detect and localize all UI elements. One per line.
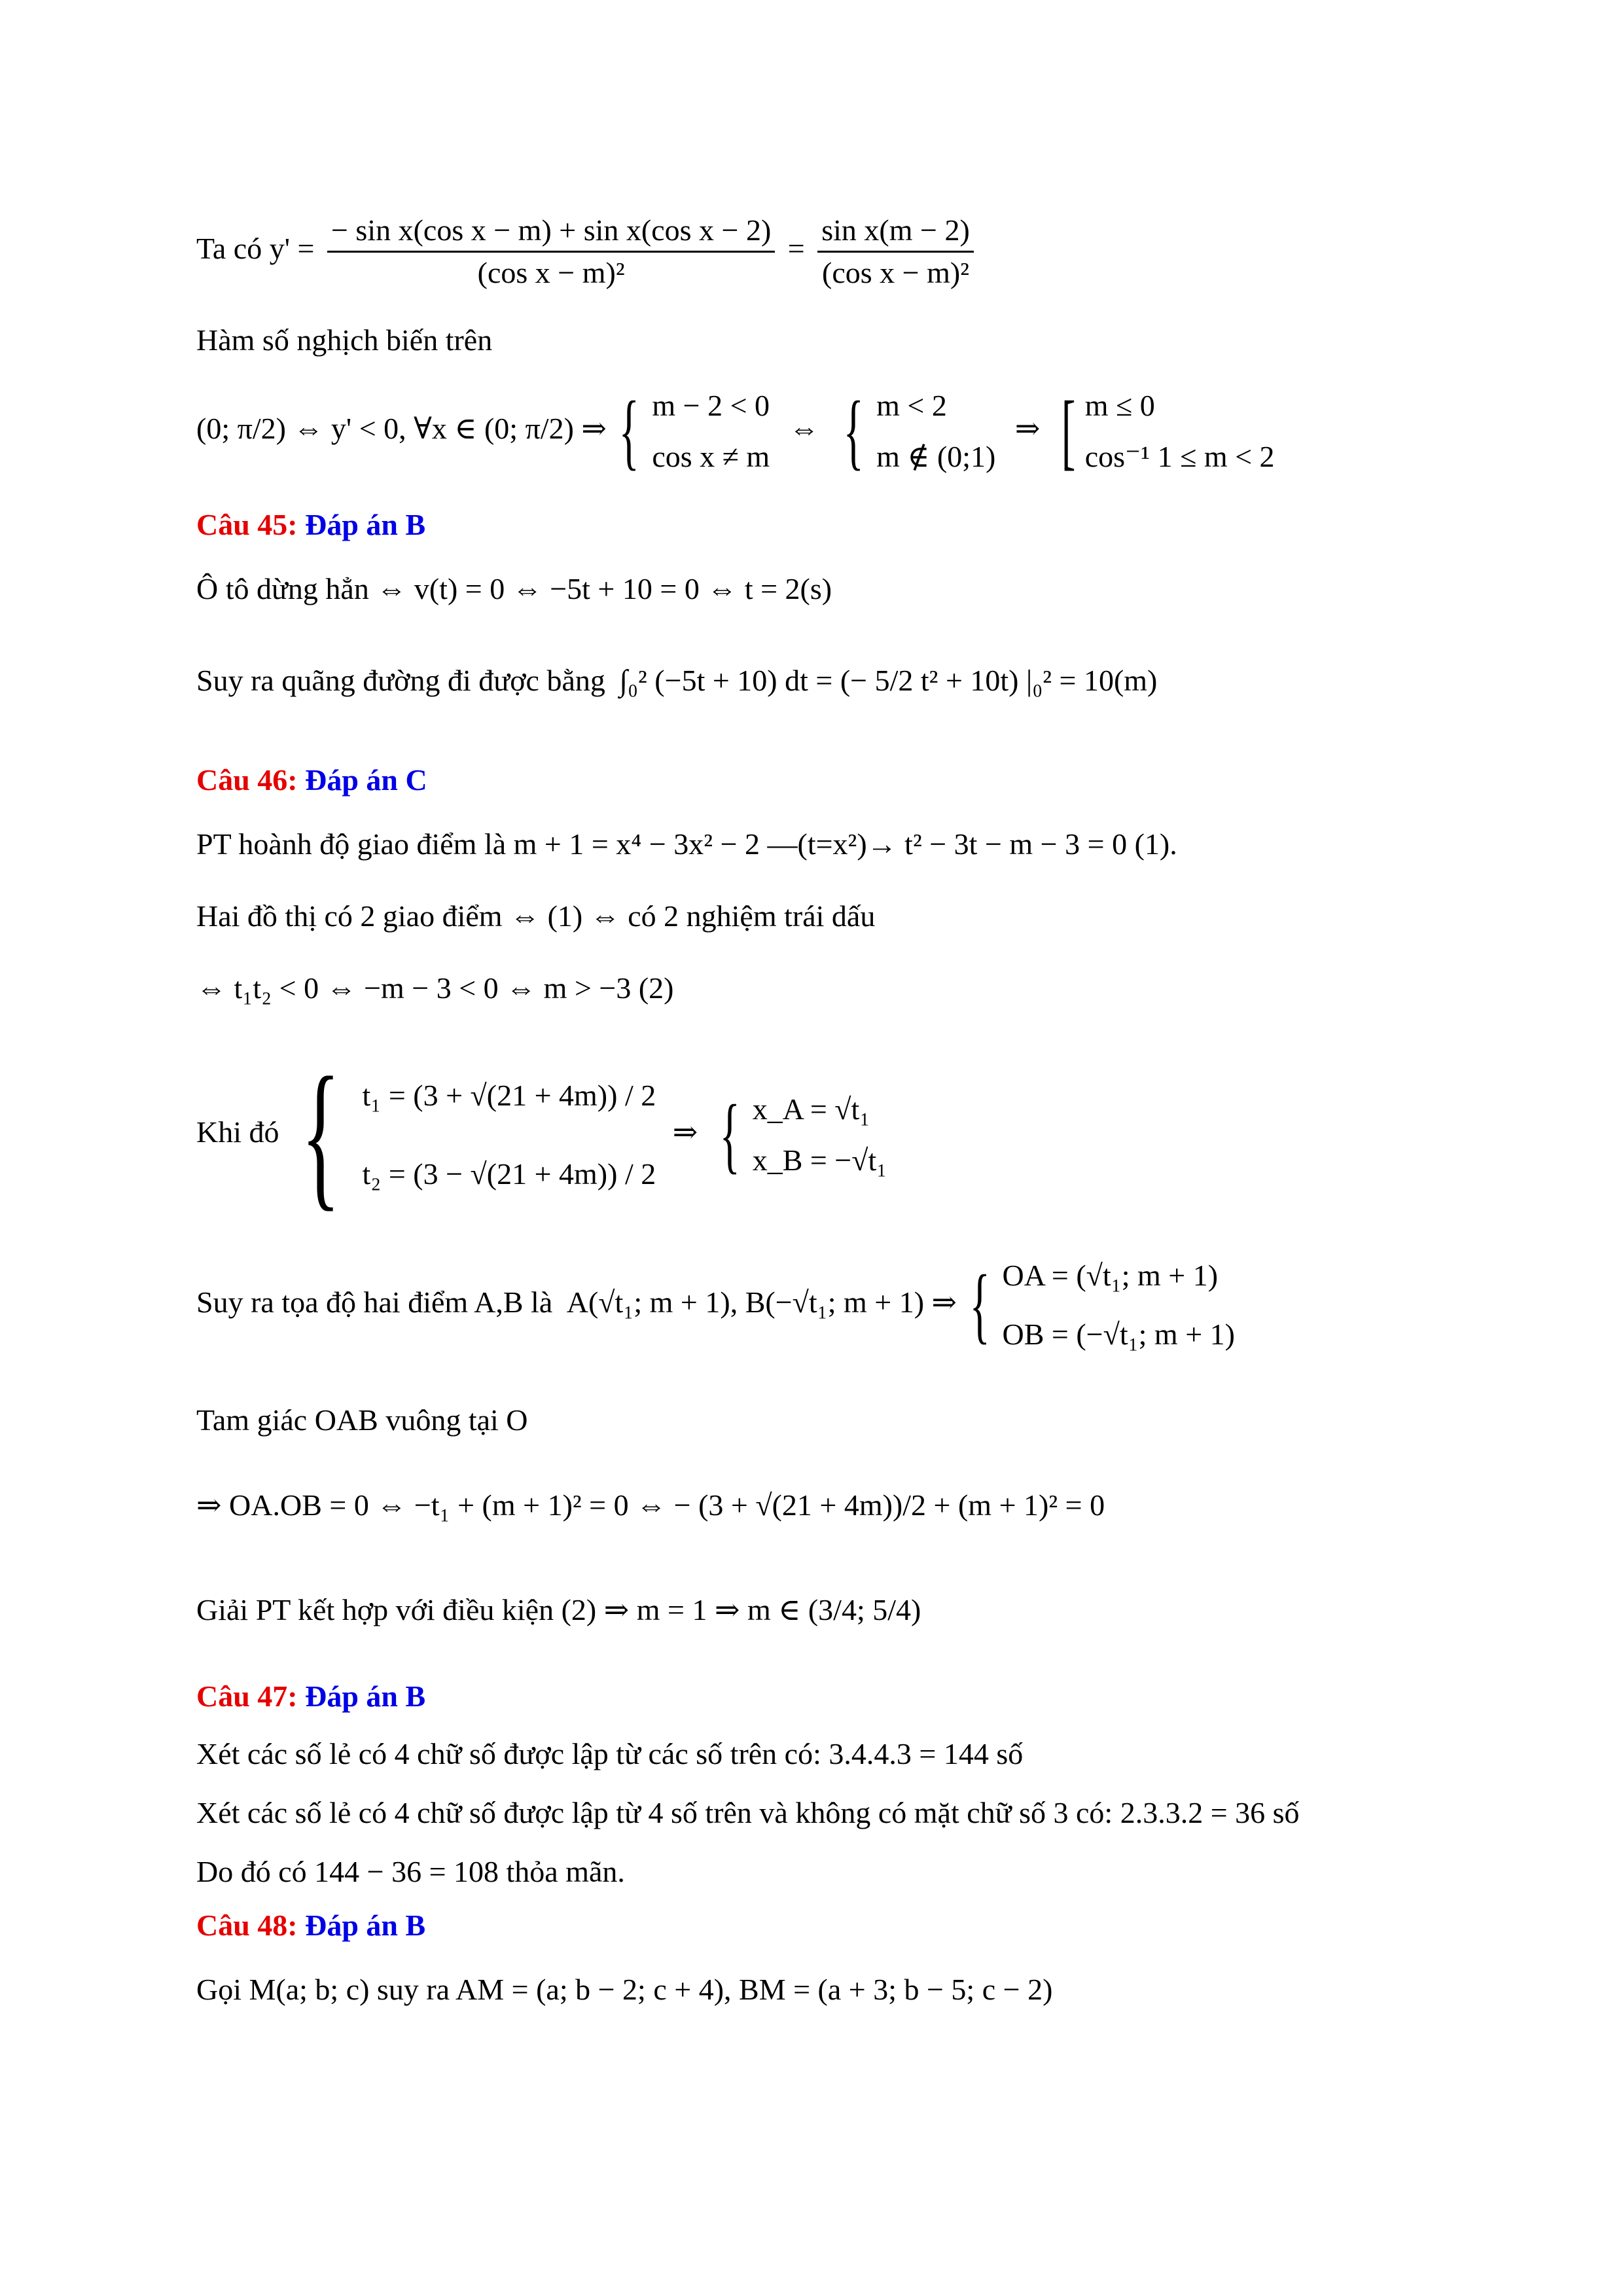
derivative-prefix: Ta có xyxy=(196,232,270,265)
question-47-heading xyxy=(196,1679,425,1713)
q45-integral: ∫₀² (−5t + 10) dt = (− 5/2 t² + 10t) |₀² = 10(m) xyxy=(619,664,1158,697)
vector-oa: OA = (√t₁; m + 1) xyxy=(1002,1259,1219,1293)
system-3-row-1: m ≤ 0 xyxy=(1084,389,1155,423)
fraction-2-denominator: (cos x − m)² xyxy=(822,255,969,289)
q45-line-1: Ô tô dừng hẳn ⇔ v(t) = 0 ⇔ −5t + 10 = 0 ⇔ t = 2(s) xyxy=(196,572,832,605)
equals-sign: = xyxy=(787,232,805,265)
derivative-fraction-2 xyxy=(817,210,974,293)
q46-line-6: Tam giác OAB vuông tại O xyxy=(196,1403,528,1437)
q46-line-8: Giải PT kết hợp với điều kiện (2) ⇒ m = 1 ⇒ m ∈ (3/4; 5/4) xyxy=(196,1593,921,1626)
q46-line-4 xyxy=(196,1041,1505,1224)
derivative-lhs: y' = xyxy=(269,232,315,265)
q46-line-5-prefix: Suy ra tọa độ hai điểm A,B là xyxy=(196,1285,553,1319)
root-t1: t₁ = (3 + √(21 + 4m)) / 2 xyxy=(362,1079,656,1113)
left-brace-icon: { xyxy=(719,1088,740,1183)
q48-line-1: Gọi M(a; b; c) suy ra AM = (a; b − 2; c + 4), BM = (a + 3; b − 5; c − 2) xyxy=(196,1973,1053,2006)
left-brace-icon: { xyxy=(301,1044,340,1226)
vector-system xyxy=(1002,1246,1235,1364)
derivative-line xyxy=(196,196,1505,301)
question-45-heading xyxy=(196,507,425,542)
question-47-label: Câu 47: xyxy=(196,1679,298,1713)
implies-sign: ⇒ xyxy=(1014,412,1041,445)
question-45-answer: Đáp án B xyxy=(305,508,426,541)
vector-ob: OB = (−√t₁; m + 1) xyxy=(1002,1318,1235,1352)
q46-line-2: Hai đồ thị có 2 giao điểm ⇔ (1) ⇔ có 2 nghiệm trái dấu xyxy=(196,899,876,933)
question-47-answer: Đáp án B xyxy=(305,1679,426,1713)
question-48-answer: Đáp án B xyxy=(305,1909,426,1942)
q46-line-5 xyxy=(196,1244,1505,1361)
system-3 xyxy=(1085,380,1275,482)
condition-interval: (0; π/2) ⇔ y' < 0, ∀x ∈ (0; π/2) ⇒ xyxy=(196,412,607,445)
question-46-label: Câu 46: xyxy=(196,763,298,797)
left-brace-icon: { xyxy=(969,1258,990,1353)
xb-value: x_B = −√t₁ xyxy=(752,1143,887,1177)
system-1 xyxy=(652,380,770,482)
system-3-row-2: cos⁻¹ 1 ≤ m < 2 xyxy=(1084,440,1275,474)
derivative-fraction-1 xyxy=(327,210,775,293)
question-48-label: Câu 48: xyxy=(196,1909,298,1942)
q46-line-4-prefix: Khi đó xyxy=(196,1115,279,1149)
q46-points: A(√t₁; m + 1), B(−√t₁; m + 1) ⇒ xyxy=(566,1285,957,1319)
system-1-row-1: m − 2 < 0 xyxy=(652,389,770,423)
xa-value: x_A = √t₁ xyxy=(752,1092,870,1126)
system-2 xyxy=(876,380,995,482)
question-48-heading xyxy=(196,1908,425,1943)
q47-line-3: Do đó có 144 − 36 = 108 thỏa mãn. xyxy=(196,1855,625,1888)
fraction-1-numerator: − sin x(cos x − m) + sin x(cos x − 2) xyxy=(327,210,775,253)
question-46-heading xyxy=(196,762,427,797)
roots-system xyxy=(363,1056,656,1213)
question-46-answer: Đáp án C xyxy=(305,763,427,797)
q46-line-1: PT hoành độ giao điểm là m + 1 = x⁴ − 3x² − 2 —(t=x²)→ t² − 3t − m − 3 = 0 (1). xyxy=(196,827,1177,861)
system-2-row-1: m < 2 xyxy=(876,389,947,423)
q47-line-1: Xét các số lẻ có 4 chữ số được lập từ các số trên có: 3.4.4.3 = 144 số xyxy=(196,1737,1024,1770)
root-t2: t₂ = (3 − √(21 + 4m)) / 2 xyxy=(362,1157,656,1191)
q46-line-7: ⇒ OA.OB = 0 ⇔ −t₁ + (m + 1)² = 0 ⇔ − (3 + √(21 + 4m))/2 + (m + 1)² = 0 xyxy=(196,1488,1105,1522)
q45-line-2 xyxy=(196,661,1505,700)
left-brace-icon: { xyxy=(843,384,865,479)
xa-xb-system xyxy=(753,1084,887,1186)
q47-line-2: Xét các số lẻ có 4 chữ số được lập từ 4 số trên và không có mặt chữ số 3 có: 2.3.3.2 = 36 số xyxy=(196,1796,1300,1829)
system-2-row-2: m ∉ (0;1) xyxy=(876,440,996,474)
decreasing-text: Hàm số nghịch biến trên xyxy=(196,323,493,357)
fraction-1-denominator: (cos x − m)² xyxy=(477,255,625,289)
system-1-row-2: cos x ≠ m xyxy=(652,440,770,474)
implies-sign: ⇒ xyxy=(672,1115,698,1149)
iff-sign: ⇔ xyxy=(789,412,819,445)
question-45-label: Câu 45: xyxy=(196,508,298,541)
left-bracket-icon: [ xyxy=(1061,384,1076,479)
condition-line xyxy=(196,373,1505,484)
q46-line-3: ⇔ t₁t₂ < 0 ⇔ −m − 3 < 0 ⇔ m > −3 (2) xyxy=(196,971,674,1005)
q45-line-2-prefix: Suy ra quãng đường đi được bằng xyxy=(196,664,605,697)
left-brace-icon: { xyxy=(619,384,640,479)
fraction-2-numerator: sin x(m − 2) xyxy=(817,210,974,253)
